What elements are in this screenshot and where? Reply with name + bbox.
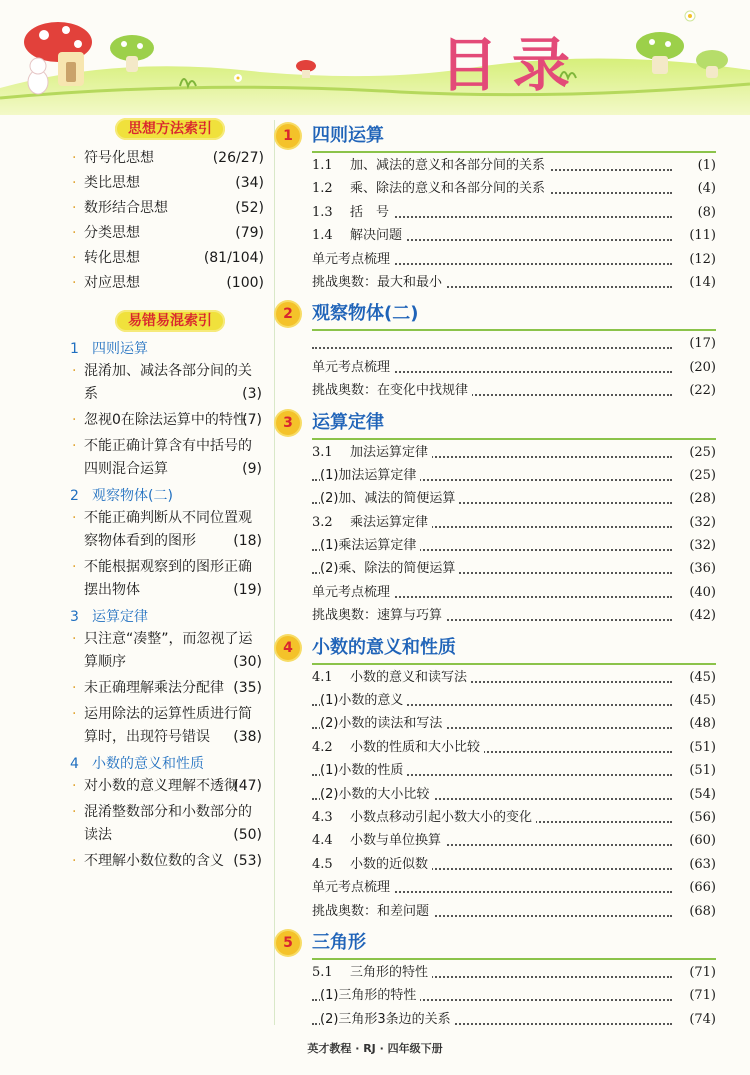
mistake-page: (50) [233,827,262,843]
entry-text: 加法运算定律 [350,444,429,460]
entry-page: (71) [685,961,716,984]
method-page: (34) [235,175,264,191]
footer: 英才教程 · RJ · 四年级下册 [307,1042,443,1055]
section-number: 1 [70,341,79,357]
entry-text-wrap [312,857,432,872]
section-label: 四则运算 [92,341,148,357]
mistake-page: (30) [233,654,262,670]
mistake-text: 只注意“凑整”，而忽视了运算顺序 [84,631,253,670]
section-label: 小数的意义和性质 [92,756,204,772]
mistake-page: (35) [233,680,262,696]
chapter-underline [312,663,716,665]
entry-number: 3.2 [312,514,333,530]
method-page: (52) [235,200,264,216]
mistake-text: 混淆加、减法各部分间的关系 [84,363,252,402]
toc-entry[interactable] [276,1008,716,1031]
bullet-icon: · [72,412,77,428]
toc-entry[interactable] [276,201,716,224]
entry-text: 乘、除法的意义和各部分间的关系 [350,181,546,197]
method-label: 转化思想 [84,250,140,266]
chapter-underline [312,151,716,153]
toc-entry[interactable] [276,783,716,806]
mistake-text: 混淆整数部分和小数部分的读法 [84,804,252,843]
entry-number: 4.5 [312,856,333,872]
entry-text: (2)三角形3条边的关系 [320,1011,451,1027]
entry-text: (2)小数的读法和写法 [320,716,443,732]
mistake-text: 不理解小数位数的含义 [84,853,224,869]
toc-entry[interactable] [276,604,716,627]
entry-text-wrap [320,693,407,708]
entry-page: (68) [685,900,716,923]
bullet-icon: · [72,225,77,241]
chapter-heading[interactable] [276,300,716,330]
entry-text: 挑战奥数：最大和最小 [312,274,443,290]
chapter-title: 小数的意义和性质 [312,636,456,658]
entry-text-wrap [312,608,446,623]
entry-text-wrap [320,988,420,1003]
mistake-page: (18) [233,533,262,549]
toc-entry[interactable] [276,689,716,712]
method-item[interactable] [70,196,270,221]
entry-text-wrap [312,158,549,173]
entry-text-wrap [312,252,394,267]
method-page: (79) [235,225,264,241]
entry-text-wrap [312,181,549,196]
method-label: 符号化思想 [84,150,154,166]
entry-text: (1)小数的性质 [320,763,404,779]
entry-text: (1)乘法运算定律 [320,538,417,554]
entry-text: 括 号 [350,204,390,220]
chapter-underline [312,958,716,960]
entry-text: 小数的近似数 [350,856,429,872]
entry-number: 5.1 [312,964,333,980]
entry-text-wrap [312,228,406,243]
entry-text-wrap [320,787,433,802]
chapter-badge: 4 [276,636,300,660]
entry-page: (8) [694,201,716,224]
entry-text: (2)加、减法的简便运算 [320,491,456,507]
toc-entry[interactable] [276,356,716,379]
entry-text: 挑战奥数：和差问题 [312,903,430,919]
entry-text: (1)小数的意义 [320,693,404,709]
mistake-page: (53) [233,853,262,869]
mistakes-list [70,338,270,873]
entry-page: (11) [685,224,716,247]
entry-page: (4) [694,177,716,200]
entry-text: 三角形的特性 [350,964,429,980]
entry-text: 加、减法的意义和各部分间的关系 [350,158,546,173]
bullet-icon: · [72,363,77,379]
dot-leader [312,347,672,349]
toc-entry[interactable] [276,759,716,782]
chapter-badge: 3 [276,411,300,435]
entry-text: (1)加法运算定律 [320,467,417,483]
entry-page: (22) [685,379,716,402]
entry-text-wrap [312,515,432,530]
mistake-text: 不能根据观察到的图形正确摆出物体 [84,559,252,598]
toc-entry[interactable] [276,511,716,534]
entry-text-wrap [312,833,445,848]
entry-text-wrap [312,275,446,290]
chapter-badge: 2 [276,302,300,326]
toc-entry[interactable] [276,581,716,604]
entry-page: (74) [685,1008,716,1031]
entry-text-wrap [312,965,432,980]
toc-entry[interactable] [276,853,716,876]
entry-page: (32) [685,511,716,534]
methods-index-header: 思想方法索引 [115,118,225,140]
bullet-icon: · [72,250,77,266]
entry-page: (63) [685,853,716,876]
toc-entry[interactable] [276,177,716,200]
entry-text-wrap [312,383,472,398]
entry-page: (17) [685,332,716,355]
mistake-item[interactable] [70,628,270,674]
bullet-icon: · [72,200,77,216]
entry-text-wrap [312,205,393,220]
entry-text-wrap [320,468,420,483]
chapter-underline [312,438,716,440]
entry-page: (20) [685,356,716,379]
entry-text: 单元考点梳理 [312,880,391,896]
section-label: 观察物体(二) [92,488,173,504]
table-of-contents [276,116,716,1031]
toc-entry[interactable] [276,441,716,464]
entry-page: (1) [694,154,716,177]
chapter-heading[interactable] [276,929,716,959]
entry-page: (12) [685,248,716,271]
toc-entry[interactable] [276,534,716,557]
mistake-text: 对小数的意义理解不透彻 [84,778,238,794]
mistake-section-title [70,753,270,775]
mistake-page: (38) [233,729,262,745]
entry-page: (45) [685,666,716,689]
mistake-text: 运用除法的运算性质进行简算时，出现符号错误 [84,706,252,745]
toc-entry[interactable] [276,900,716,923]
method-item[interactable] [70,171,270,196]
entry-text: 挑战奥数：在变化中找规律 [312,383,469,399]
entry-text: 解决问题 [350,228,403,244]
method-label: 对应思想 [84,275,140,291]
chapter-title: 三角形 [312,931,366,953]
entry-text-wrap [320,1012,455,1027]
entry-text: 单元考点梳理 [312,251,391,267]
entry-text: 乘法运算定律 [350,514,429,530]
entry-text-wrap [312,740,484,755]
entry-text: (2)乘、除法的简便运算 [320,561,456,577]
entry-page: (14) [685,271,716,294]
bullet-icon: · [72,853,77,869]
toc-entry[interactable] [276,984,716,1007]
mistake-text: 不能正确判断从不同位置观察物体看到的图形 [84,510,252,549]
bullet-icon: · [72,175,77,191]
method-item[interactable] [70,246,270,271]
bullet-icon: · [72,510,77,526]
mistake-item[interactable] [70,801,270,847]
bullet-icon: · [72,680,77,696]
mistake-item[interactable] [70,775,270,798]
entry-text-wrap [320,763,407,778]
green-mushroom-icon [110,35,154,72]
entry-text-wrap [312,585,394,600]
chapter-badge: 5 [276,931,300,955]
toc-entry[interactable] [276,379,716,402]
toc-entry[interactable] [276,248,716,271]
entry-text-wrap [320,538,420,553]
mistake-section-title [70,606,270,628]
entry-text: 挑战奥数：速算与巧算 [312,608,443,624]
entry-number: 4.3 [312,809,333,825]
entry-number: 4.4 [312,833,333,849]
entry-text: 小数的意义和读写法 [350,669,468,685]
entry-text: 单元考点梳理 [312,584,391,600]
toc-entry[interactable] [276,829,716,852]
mistake-text: 未正确理解乘法分配律 [84,680,224,696]
mistake-page: (47) [233,778,262,794]
mistake-section-title [70,485,270,507]
entry-page: (45) [685,689,716,712]
bullet-icon: · [72,275,77,291]
method-page: (81/104) [203,250,264,266]
header-illustration [0,0,750,115]
mistake-item[interactable] [70,556,270,602]
entry-text-wrap [312,445,432,460]
entry-text: 小数点移动引起小数大小的变化 [350,809,533,825]
entry-text: 小数的性质和大小比较 [350,739,481,755]
mistake-item[interactable] [70,435,270,481]
entry-page: (42) [685,604,716,627]
section-number: 3 [70,609,79,625]
entry-text: 单元考点梳理 [312,359,391,375]
section-number: 4 [70,756,79,772]
entry-page: (25) [685,464,716,487]
mistake-section-title [70,338,270,360]
method-page: (100) [226,275,264,291]
chapter-underline [312,329,716,331]
page-title: 目录 [440,31,585,99]
entry-text-wrap [312,810,536,825]
entry-page: (71) [685,984,716,1007]
entry-text-wrap [312,360,394,375]
toc-entry[interactable] [276,712,716,735]
toc-entry[interactable] [276,154,716,177]
mistake-item[interactable] [70,850,270,873]
bunny-icon [28,58,48,94]
entry-text-wrap [312,904,433,919]
method-label: 类比思想 [84,175,140,191]
entry-text: (2)小数的大小比较 [320,786,430,802]
bullet-icon: · [72,631,77,647]
entry-page: (32) [685,534,716,557]
chapter-badge: 1 [276,124,300,148]
entry-text-wrap [320,716,446,731]
entry-page: (40) [685,581,716,604]
method-page: (26/27) [212,150,264,166]
entry-page: (51) [685,736,716,759]
entry-number: 1.3 [312,204,333,220]
entry-page: (48) [685,712,716,735]
entry-page: (51) [685,759,716,782]
bullet-icon: · [72,438,77,454]
toc-entry[interactable] [276,271,716,294]
entry-page: (36) [685,557,716,580]
mistake-item[interactable] [70,360,270,406]
bullet-icon: · [72,559,77,575]
methods-list [70,146,270,296]
entry-text-wrap [312,880,394,895]
chapter-title: 四则运算 [312,125,384,146]
entry-text: (1)三角形的特性 [320,988,417,1004]
mistake-item[interactable] [70,409,270,432]
entry-number: 4.1 [312,669,333,685]
chapter-heading[interactable] [276,122,716,152]
entry-text-wrap [312,670,471,685]
method-item[interactable] [70,271,270,296]
mistake-page: (9) [242,461,262,477]
section-label: 运算定律 [92,609,148,625]
mistake-item[interactable] [70,703,270,749]
mistake-item[interactable] [70,507,270,553]
mistake-page: (3) [242,386,262,402]
entry-page: (56) [685,806,716,829]
mistake-text: 忽视0在除法运算中的特性 [84,412,247,428]
column-divider [274,120,275,1025]
toc-entry[interactable] [276,224,716,247]
bullet-icon: · [72,706,77,722]
toc-entry[interactable] [276,666,716,689]
entry-page: (66) [685,876,716,899]
meadow-illustration [0,0,750,115]
entry-number: 1.2 [312,181,333,197]
section-number: 2 [70,488,79,504]
mistake-text: 不能正确计算含有中括号的四则混合运算 [84,438,252,477]
entry-page: (54) [685,783,716,806]
chapter-title: 运算定律 [312,411,384,433]
mistake-page: (7) [242,412,262,428]
toc-entry[interactable] [276,961,716,984]
entry-number: 3.1 [312,444,333,460]
method-item[interactable] [70,146,270,171]
chapter-title: 观察物体(二) [312,303,419,325]
entry-text-wrap [320,561,459,576]
method-label: 分类思想 [84,225,140,241]
mistake-page: (19) [233,582,262,598]
toc-entry[interactable] [276,332,716,355]
bullet-icon: · [72,778,77,794]
entry-number: 1.1 [312,158,333,173]
method-label: 数形结合思想 [84,200,168,216]
entry-page: (60) [685,829,716,852]
chapter-heading[interactable] [276,634,716,664]
bullet-icon: · [72,804,77,820]
mistakes-index-header: 易错易混索引 [115,310,225,332]
chapter-heading[interactable] [276,409,716,439]
method-item[interactable] [70,221,270,246]
toc-entry[interactable] [276,487,716,510]
toc-entry[interactable] [276,736,716,759]
toc-entry[interactable] [276,876,716,899]
entry-page: (28) [685,487,716,510]
entry-number: 4.2 [312,739,333,755]
mistake-item[interactable] [70,677,270,700]
entry-page: (25) [685,441,716,464]
entry-text: 小数与单位换算 [350,833,442,849]
index-sidebar [70,118,270,876]
toc-entry[interactable] [276,806,716,829]
toc-entry[interactable] [276,557,716,580]
bullet-icon: · [72,150,77,166]
entry-number: 1.4 [312,228,333,244]
toc-entry[interactable] [276,464,716,487]
entry-text-wrap [320,491,459,506]
